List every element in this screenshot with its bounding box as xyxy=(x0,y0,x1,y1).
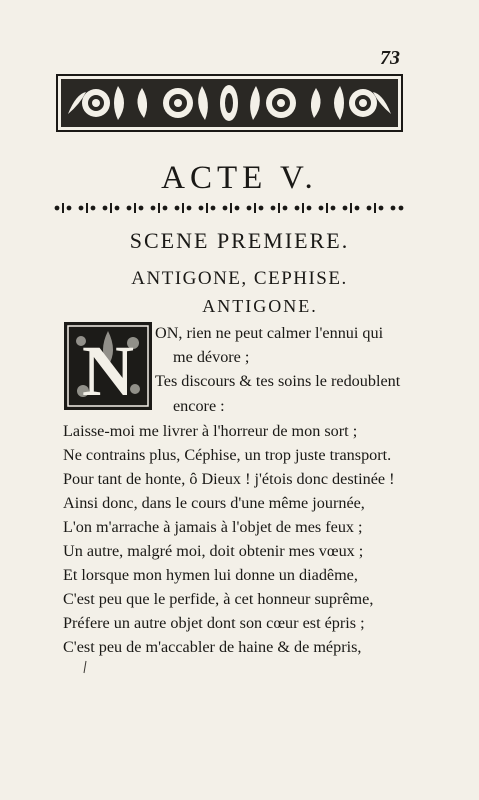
verse-line-14: C'est peu de m'accabler de haine & de mépris, xyxy=(63,638,362,656)
verse-line-3: Tes discours & tes soins le redoublent xyxy=(155,372,401,390)
drop-cap-ornament xyxy=(63,321,153,411)
speaker-name: ANTIGONE. xyxy=(202,296,318,316)
verse-line-6: Ne contrains plus, Céphise, un trop juste transport. xyxy=(63,446,392,464)
verse-line-12: C'est peu que le perfide, à cet honneur suprême, xyxy=(63,590,374,608)
verse-line-1: ON, rien ne peut calmer l'ennui qui xyxy=(155,324,384,342)
scene-title: SCENE PREMIERE. xyxy=(129,228,350,253)
verse-line-7: Pour tant de honte, ô Dieux ! j'étois donc destinée ! xyxy=(63,470,395,488)
verse-line-10: Un autre, malgré moi, doit obtenir mes vœux ; xyxy=(63,542,364,560)
fleuron-rule-ornament xyxy=(53,202,405,214)
verse-line-4: encore : xyxy=(173,397,225,415)
act-title: ACTE V. xyxy=(161,160,318,196)
verse-line-9: L'on m'arrache à jamais à l'objet de mes feux ; xyxy=(63,518,363,536)
verse-line-13: Préfere un autre objet dont son cœur est épris ; xyxy=(63,614,365,632)
page-number: 73 xyxy=(380,47,400,69)
characters-line: ANTIGONE, CEPHISE. xyxy=(131,268,348,289)
floral-headpiece-ornament xyxy=(56,74,403,132)
ink-mark xyxy=(80,660,90,674)
verse-line-5: Laisse-moi me livrer à l'horreur de mon sort ; xyxy=(63,422,358,440)
verse-line-11: Et lorsque mon hymen lui donne un diadême, xyxy=(63,566,358,584)
verse-line-8: Ainsi donc, dans le cours d'une même journée, xyxy=(63,494,365,512)
drop-cap-letter: N xyxy=(82,331,134,411)
verse-line-2: me dévore ; xyxy=(173,348,250,366)
